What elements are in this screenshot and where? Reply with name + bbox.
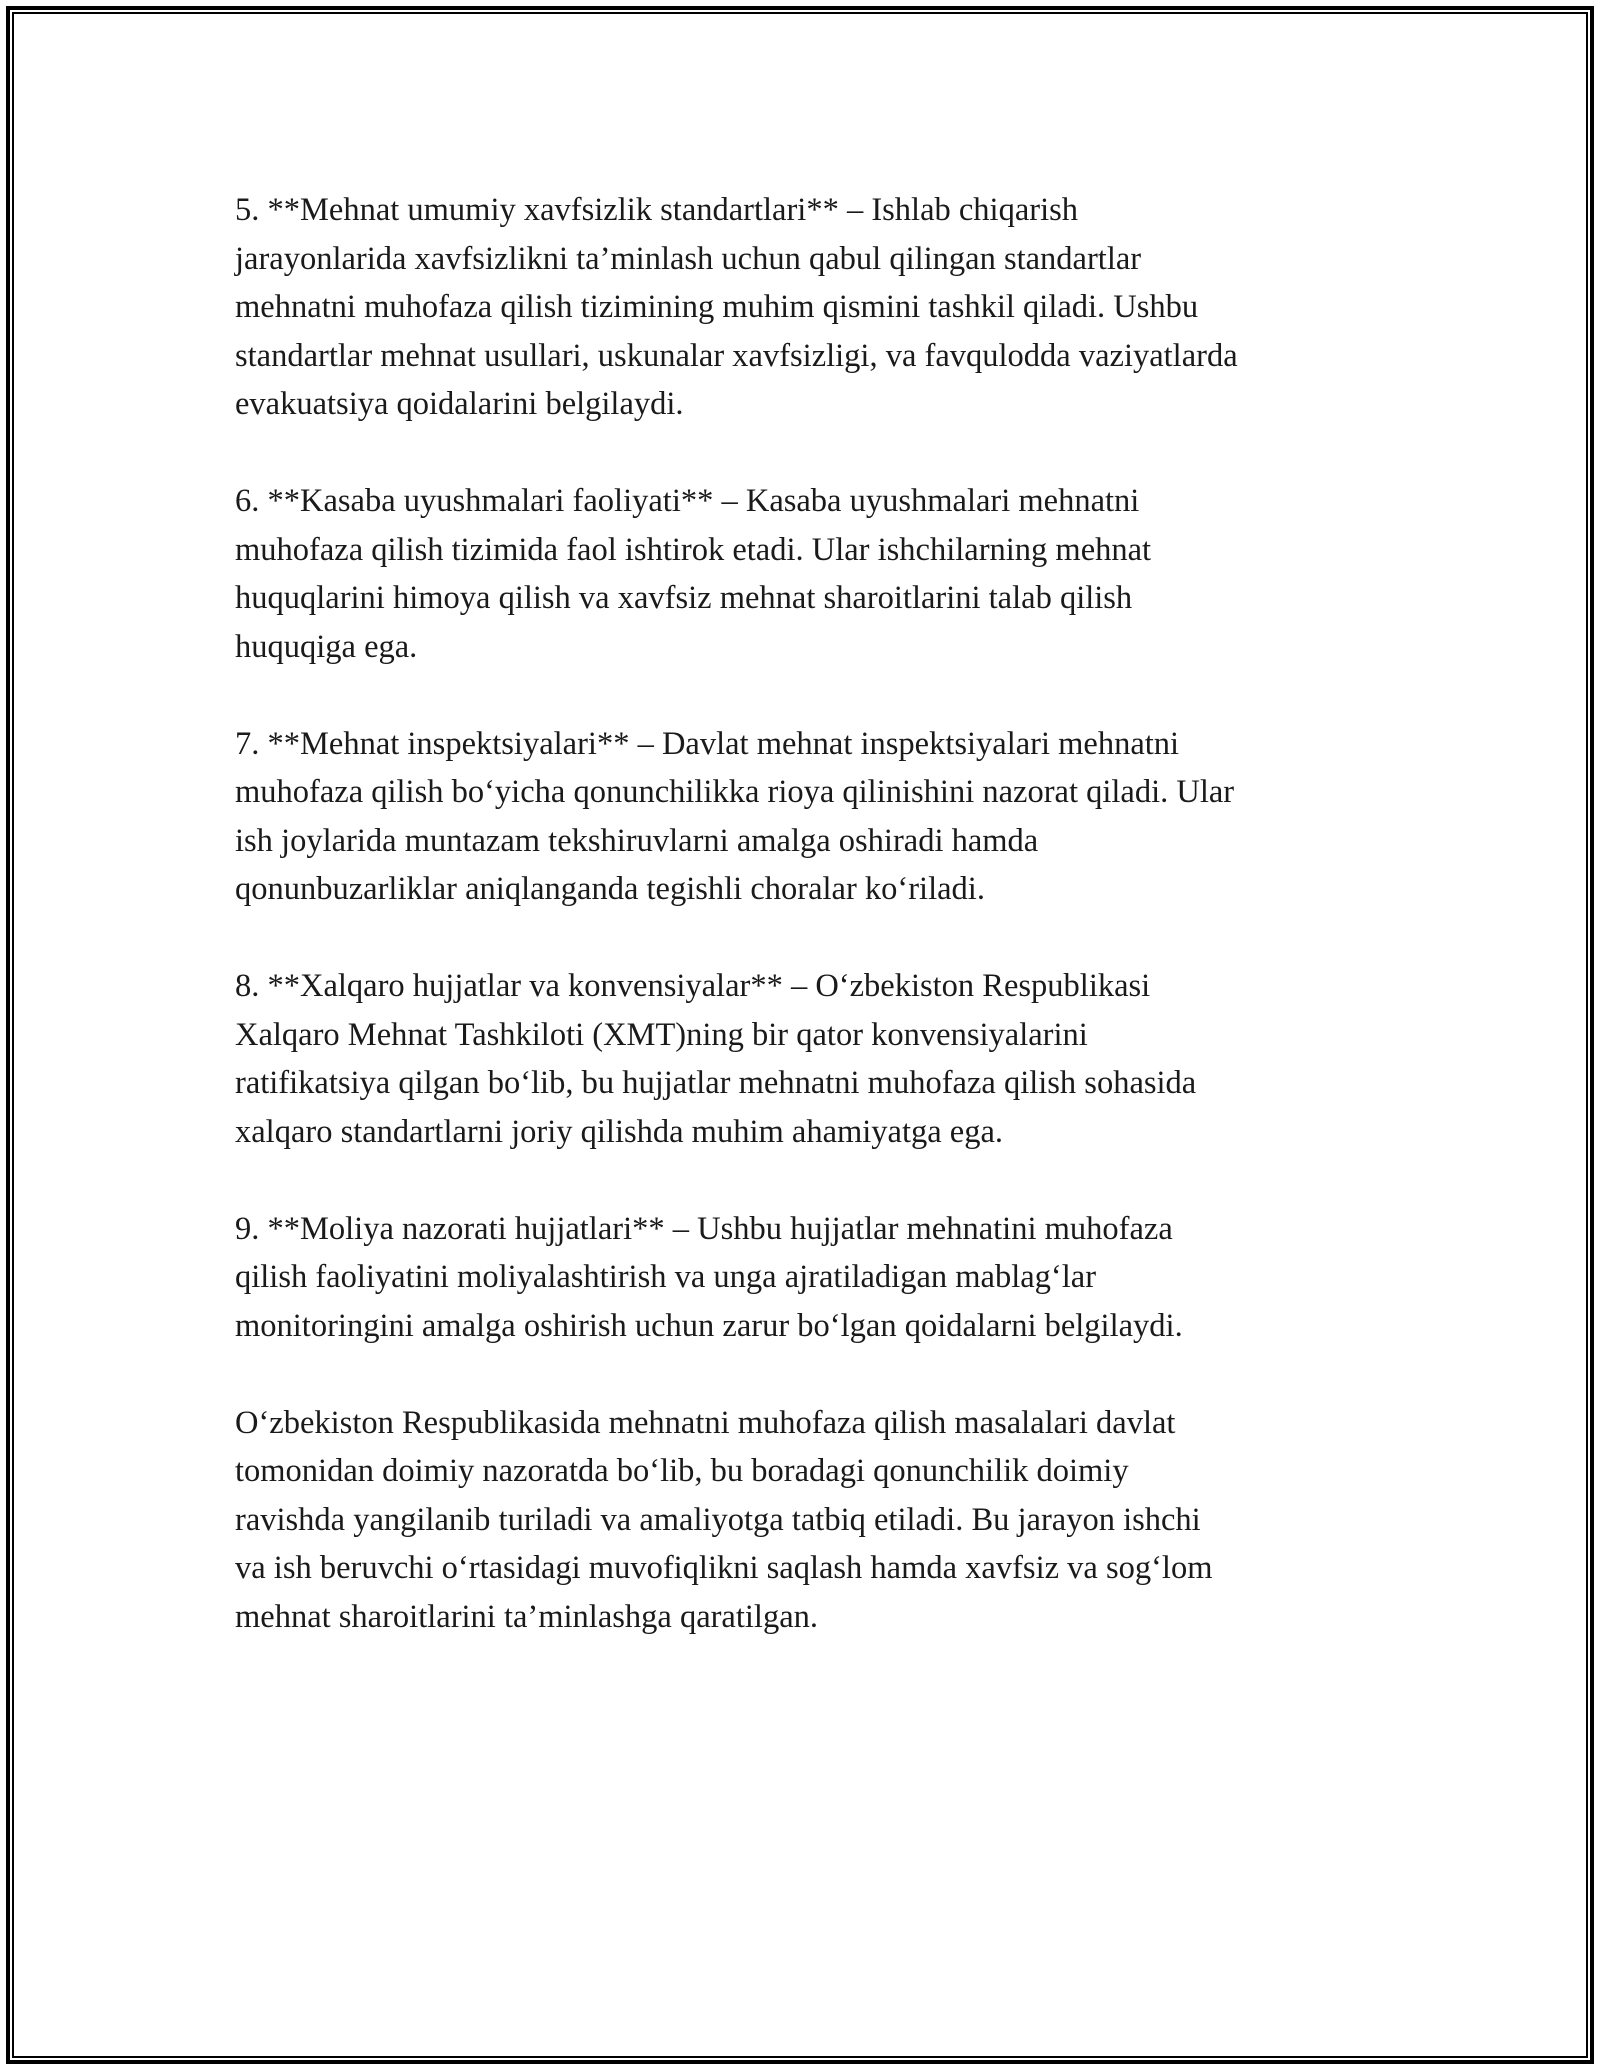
text-line: muhofaza qilish tizimida faol ishtirok etadi. Ular ishchilarning mehnat <box>235 531 1152 568</box>
text-line: mehnat sharoitlarini ta’minlashga qaratilgan. <box>235 1598 819 1635</box>
text-line: qilish faoliyatini moliyalashtirish va unga ajratiladigan mablag‘lar <box>235 1259 1097 1295</box>
text-line: xalqaro standartlarni joriy qilishda muhim ahamiyatga ega. <box>235 1113 1004 1150</box>
text-line: qonunbuzarliklar aniqlanganda tegishli choralar ko‘riladi. <box>235 871 985 907</box>
text-line: 8. **Xalqaro hujjatlar va konvensiyalar** – O‘zbekiston Respublikasi <box>235 968 1151 1004</box>
text-line: huquqlarini himoya qilish va xavfsiz mehnat sharoitlarini talab qilish <box>235 580 1133 616</box>
text-line: mehnatni muhofaza qilish tizimining muhim qismini tashkil qiladi. Ushbu <box>235 289 1199 325</box>
text-line: jarayonlarida xavfsizlikni ta’minlash uchun qabul qilingan standartlar <box>235 240 1142 277</box>
text-line: standartlar mehnat usullari, uskunalar xavfsizligi, va favqulodda vaziyatlarda <box>235 337 1238 374</box>
text-line: 6. **Kasaba uyushmalari faoliyati** – Kasaba uyushmalari mehnatni <box>235 483 1140 519</box>
text-line: monitoringini amalga oshirish uchun zarur bo‘lgan qoidalarni belgilaydi. <box>235 1307 1183 1344</box>
text-line: huquqiga ega. <box>235 628 418 665</box>
paragraph-item-5 <box>235 186 1375 429</box>
text-line: ish joylarida muntazam tekshiruvlarni amalga oshiradi hamda <box>235 822 1039 859</box>
text-line: 5. **Mehnat umumiy xavfsizlik standartlari** – Ishlab chiqarish <box>235 192 1079 228</box>
text-line: va ish beruvchi o‘rtasidagi muvofiqlikni saqlash hamda xavfsiz va sog‘lom <box>235 1550 1213 1586</box>
paragraph-item-9 <box>235 1205 1375 1351</box>
paragraph-conclusion <box>235 1399 1375 1642</box>
document-body <box>235 186 1375 1690</box>
text-line: evakuatsiya qoidalarini belgilaydi. <box>235 386 684 422</box>
text-line: ratifikatsiya qilgan bo‘lib, bu hujjatlar mehnatni muhofaza qilish sohasida <box>235 1065 1197 1101</box>
text-line: Xalqaro Mehnat Tashkiloti (XMT)ning bir qator konvensiyalarini <box>235 1016 1088 1053</box>
text-line: 9. **Moliya nazorati hujjatlari** – Ushbu hujjatlar mehnatini muhofaza <box>235 1210 1173 1247</box>
text-line: ravishda yangilanib turiladi va amaliyotga tatbiq etiladi. Bu jarayon ishchi <box>235 1501 1201 1538</box>
text-line: 7. **Mehnat inspektsiyalari** – Davlat mehnat inspektsiyalari mehnatni <box>235 725 1180 762</box>
text-line: muhofaza qilish bo‘yicha qonunchilikka rioya qilinishini nazorat qiladi. Ular <box>235 774 1235 810</box>
paragraph-item-8 <box>235 962 1375 1156</box>
paragraph-item-7 <box>235 720 1375 914</box>
paragraph-item-6 <box>235 477 1375 671</box>
text-line: tomonidan doimiy nazoratda bo‘lib, bu boradagi qonunchilik doimiy <box>235 1453 1129 1489</box>
text-line: O‘zbekiston Respublikasida mehnatni muhofaza qilish masalalari davlat <box>235 1404 1176 1441</box>
